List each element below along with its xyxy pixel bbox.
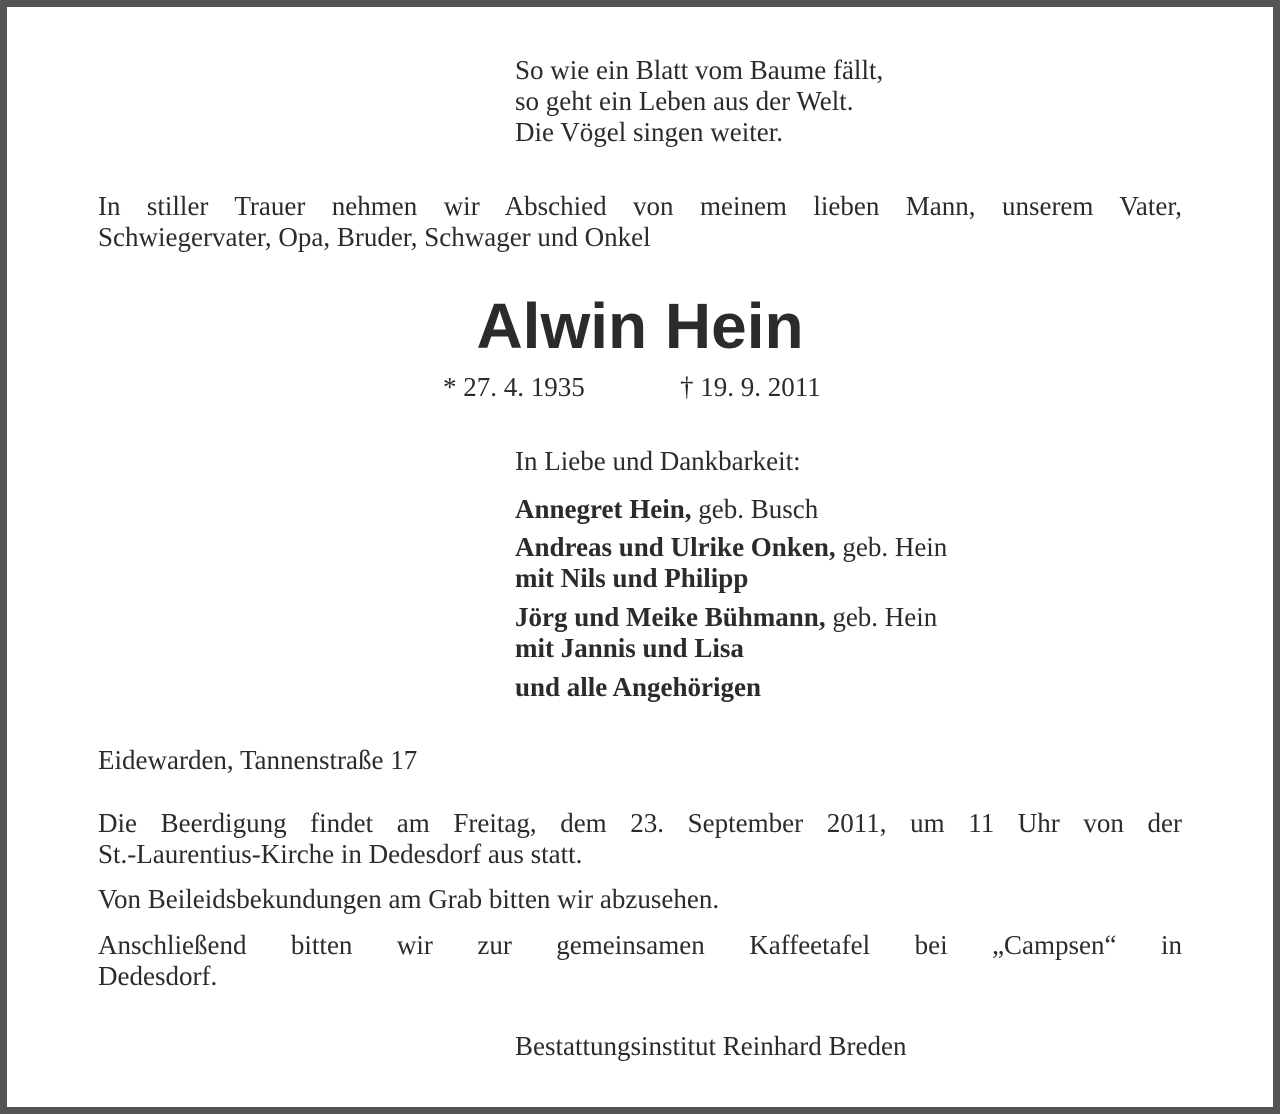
intro-line: In stiller Trauer nehmen wir Abschied von meinem lieben Mann, unserem Vater, (98, 191, 1182, 221)
condolence-note: Von Beileidsbekundungen am Grab bitten wir abzusehen. (98, 884, 720, 914)
funeral-line: St.-Laurentius-Kirche in Dedesdorf aus statt. (98, 839, 583, 869)
mourner-children: mit Nils und Philipp (515, 563, 749, 593)
intro-line: Schwiegervater, Opa, Bruder, Schwager und Onkel (98, 222, 651, 252)
mourners-heading: In Liebe und Dankbarkeit: (515, 446, 801, 476)
mourner-others: und alle Angehörigen (515, 672, 762, 702)
mourner-maiden-name: geb. Hein (835, 532, 948, 562)
funeral-line: Die Beerdigung findet am Freitag, dem 23. September 2011, um 11 Uhr von der (98, 808, 1182, 838)
mourner-entry (515, 602, 937, 664)
reception-line: Anschließend bitten wir zur gemeinsamen Kaffeetafel bei „Campsen“ in (98, 930, 1182, 960)
birth-date: * 27. 4. 1935 (443, 372, 585, 402)
mourner-children: mit Jannis und Lisa (515, 633, 744, 663)
mourner-name: Andreas und Ulrike Onken, (515, 532, 836, 562)
mourner-entry (515, 532, 947, 594)
poem (515, 55, 883, 148)
poem-line: So wie ein Blatt vom Baume fällt, (515, 55, 884, 85)
death-date: † 19. 9. 2011 (680, 372, 821, 402)
funeral-info (98, 808, 1182, 870)
family-address: Eidewarden, Tannenstraße 17 (98, 745, 418, 775)
mourner-name: Annegret Hein, (515, 494, 692, 524)
mourner-name: Jörg und Meike Bühmann, (515, 602, 826, 632)
mourner-entry (515, 494, 818, 525)
reception-line: Dedesdorf. (98, 961, 218, 991)
poem-line: Die Vögel singen weiter. (515, 117, 783, 147)
undertaker: Bestattungsinstitut Reinhard Breden (515, 1031, 907, 1061)
mourner-maiden-name: geb. Hein (825, 602, 938, 632)
intro-text (98, 191, 1182, 253)
poem-line: so geht ein Leben aus der Welt. (515, 86, 854, 116)
reception-info (98, 930, 1182, 992)
deceased-name: Alwin Hein (476, 290, 804, 362)
mourner-maiden-name: geb. Busch (691, 494, 819, 524)
